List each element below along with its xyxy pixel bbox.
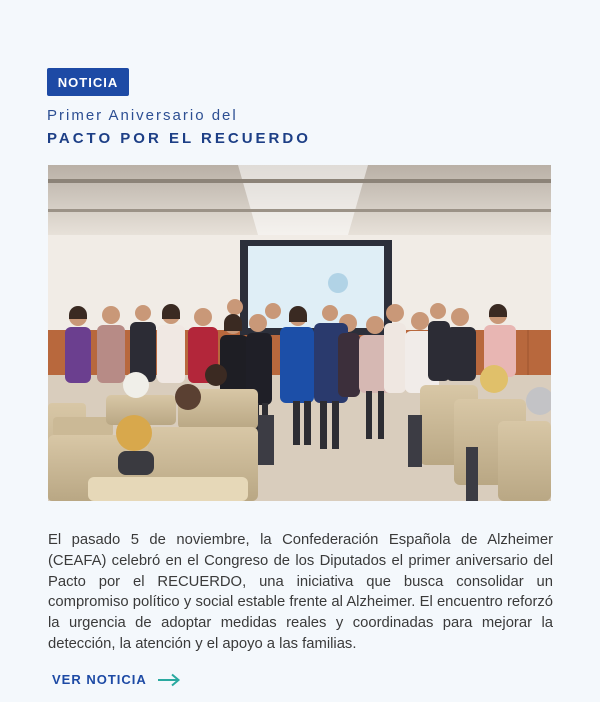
article-body: El pasado 5 de noviembre, la Confederación Española de Alzheimer (CEAFA) celebró en el Congreso de los Diputados el primer aniversario del Pacto por el RECUERDO, una iniciativa que busca consolidar un compromiso político y social estable frente al Alzheimer. El encuentro reforzó la urgencia de adoptar medidas reales y coordinadas para mejorar la detección, la atención y el apoyo a las familias.	[48, 532, 553, 652]
arrow-right-icon	[157, 673, 181, 687]
event-photo	[48, 165, 551, 501]
read-news-link[interactable]	[52, 672, 181, 687]
article-title: PACTO POR EL RECUERDO	[47, 130, 311, 147]
article-subtitle: Primer Aniversario del	[47, 107, 238, 124]
read-news-label: VER NOTICIA	[52, 672, 147, 687]
news-badge: NOTICIA	[47, 68, 129, 96]
